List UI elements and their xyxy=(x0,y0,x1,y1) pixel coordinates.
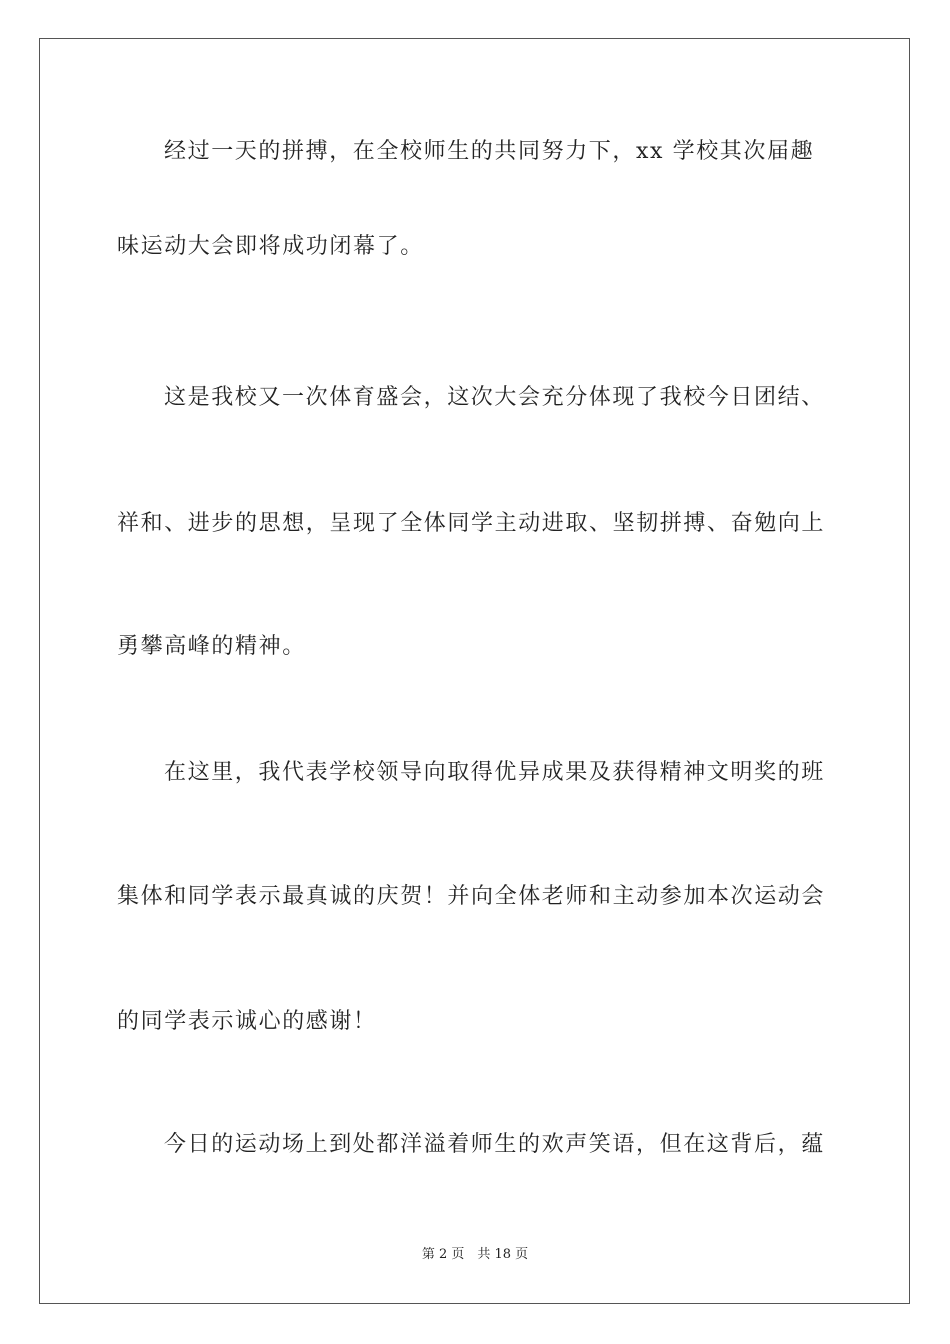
paragraph-3-line-3: 的同学表示诚心的感谢！ xyxy=(117,1009,377,1034)
paragraph-2-line-3: 勇攀高峰的精神。 xyxy=(117,634,306,659)
paragraph-2-line-2: 祥和、进步的思想，呈现了全体同学主动进取、坚韧拼搏、奋勉向上 xyxy=(117,511,826,536)
paragraph-1-line-2: 味运动大会即将成功闭幕了。 xyxy=(117,234,424,259)
paragraph-1-line-1: 经过一天的拼搏，在全校师生的共同努力下，xx 学校其次届趣 xyxy=(164,139,815,164)
paragraph-3-line-1: 在这里，我代表学校领导向取得优异成果及获得精神文明奖的班 xyxy=(164,760,825,785)
paragraph-4-line-1: 今日的运动场上到处都洋溢着师生的欢声笑语，但在这背后，蕴 xyxy=(164,1132,825,1157)
page-border xyxy=(39,38,910,1304)
paragraph-3-line-2: 集体和同学表示最真诚的庆贺！并向全体老师和主动参加本次运动会 xyxy=(117,884,826,909)
page-number-footer: 第 2 页 共 18 页 xyxy=(421,1247,529,1262)
paragraph-2-line-1: 这是我校又一次体育盛会，这次大会充分体现了我校今日团结、 xyxy=(164,385,825,410)
